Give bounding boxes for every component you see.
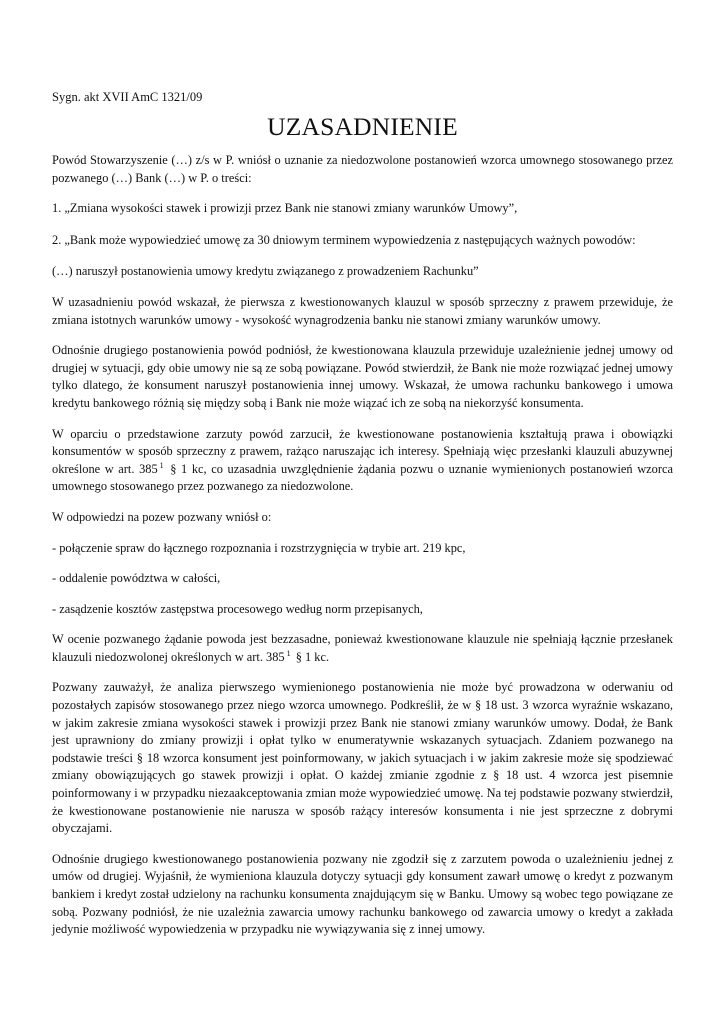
intro-paragraph: Powód Stowarzyszenie (…) z/s w P. wniósł o uznanie za niedozwolone postanowień wzorca umownego stosowanego przez pozwanego (…) Bank (…) w P. o treści: (52, 153, 673, 185)
paragraph-plaintiff-conclusion (52, 426, 673, 496)
case-signature: Sygn. akt XVII AmC 1321/09 (52, 90, 203, 104)
paragraph-plaintiff-argument-2: Odnośnie drugiego postanowienia powód podniósł, że kwestionowana klauzula przewiduje uzależnienie jednej umowy od drugiej w sytuacji, gdy obie umowy nie są ze sobą powiązane. Powód stwierdził, że Bank nie może rozwiązać jednej umowy tylko dlatego, że konsument naruszył postanowienia innej umowy. Wskazał, że umowa rachunku bankowego i umowa kredytu bankowego różnią się między sobą i Bank nie może wiązać ich ze sobą na niekorzyść konsumenta. (52, 343, 673, 410)
paragraph-defendant-assessment-part-2: § 1 kc. (295, 649, 330, 664)
paragraph-plaintiff-conclusion-part-2: § 1 kc, co uzasadnia uwzględnienie żądania pozwu o uznanie wymienionych postanowień wzorca umownego stosowanego przez pozwanego za niedozwolone. (52, 461, 673, 494)
paragraph-defendant-argument-1: Pozwany zauważył, że analiza pierwszego wymienionego postanowienia nie może być prowadzona w oderwaniu od pozostałych zapisów stosowanego przez niego wzorca umownego. Podkreślił, że w § 18 ust. 3 wzorca wyraźnie wskazano, w jakim zakresie zmiana wysokości stawek i prowizji przez Bank nie stanowi zmiany warunków umowy. Dodał, że Bank jest uprawniony do zmiany prowizji i opłat tylko w enumeratywnie wskazanych sytuacjach. Zdaniem pozwanego na podstawie treści § 18 wzorca konsument jest poinformowany, w jakich sytuacjach i w jakim zakresie może się spodziewać zmiany obowiązujących go stawek prowizji i opłat. O każdej zmianie zgodnie z § 18 ust. 4 wzorca jest pisemnie poinformowany i w przypadku niezaakceptowania zmian może wypowiedzieć umowę. Na tej podstawie pozwany stwierdził, że kwestionowane postanowienie nie narusza w sposób rażący interesów konsumenta i nie jest sprzeczne z dobrymi obyczajami. (52, 680, 673, 836)
paragraph-defendant-argument-2: Odnośnie drugiego kwestionowanego postanowienia pozwany nie zgodził się z zarzutem powoda o uzależnieniu jednej z umów od drugiej. Wyjaśnił, że wymieniona klauzula dotyczy sytuacji gdy konsument zawarł umowę o kredyt z pozwanym bankiem i kredyt został udzielony na rachunku konsumenta znajdującym się w Banku. Umowy są wobec tego powiązane ze sobą. Pozwany podniósł, że nie uzależnia zawarcia umowy rachunku bankowego od zawarcia umowy o kredyt a zakłada jedynie możliwość wypowiedzenia w przypadku nie wywiązywania się z innej umowy. (52, 851, 673, 937)
article-superscript: 1 (286, 648, 291, 658)
paragraph-defendant-response: W odpowiedzi na pozew pozwany wniósł o: (52, 509, 272, 524)
paragraph-plaintiff-conclusion-part-1: W oparciu o przedstawione zarzuty powód zarzucił, że kwestionowane postanowienia kształtują prawa i obowiązki konsumentów w sposób sprzeczny z prawem, rażąco naruszając ich interesy. Spełniają więc przesłanki klauzuli abuzywnej określone w art. 385 (52, 426, 673, 476)
contested-clause-2: 2. „Bank może wypowiedzieć umowę za 30 dniowym terminem wypowiedzenia z następujących ważnych powodów: (52, 232, 636, 247)
contested-clause-1: 1. „Zmiana wysokości stawek i prowizji przez Bank nie stanowi zmiany warunków Umowy”, (52, 201, 518, 216)
document-title: UZASADNIENIE (267, 112, 458, 141)
paragraph-plaintiff-argument-1: W uzasadnieniu powód wskazał, że pierwsza z kwestionowanych klauzul w sposób sprzeczny z prawem przewiduje, że zmiana istotnych warunków umowy - wysokość wynagrodzenia banku nie stanowi zmiany warunków umowy. (52, 294, 673, 327)
defendant-request-1: - połączenie spraw do łącznego rozpoznania i rozstrzygnięcia w trybie art. 219 kpc, (52, 540, 466, 555)
paragraph-defendant-assessment-part-1: W ocenie pozwanego żądanie powoda jest bezzasadne, ponieważ kwestionowane klauzule nie spełniają łącznie przesłanek klauzuli niedozwolonej określonych w art. 385 (52, 632, 673, 664)
paragraph-defendant-assessment (52, 631, 673, 666)
defendant-request-3: - zasądzenie kosztów zastępstwa procesowego według norm przepisanych, (52, 601, 423, 616)
contested-clause-2-continuation: (…) naruszył postanowienia umowy kredytu związanego z prowadzeniem Rachunku” (52, 264, 479, 279)
defendant-request-2: - oddalenie powództwa w całości, (52, 571, 221, 586)
article-superscript: 1 (159, 460, 164, 470)
document-page (52, 88, 673, 939)
